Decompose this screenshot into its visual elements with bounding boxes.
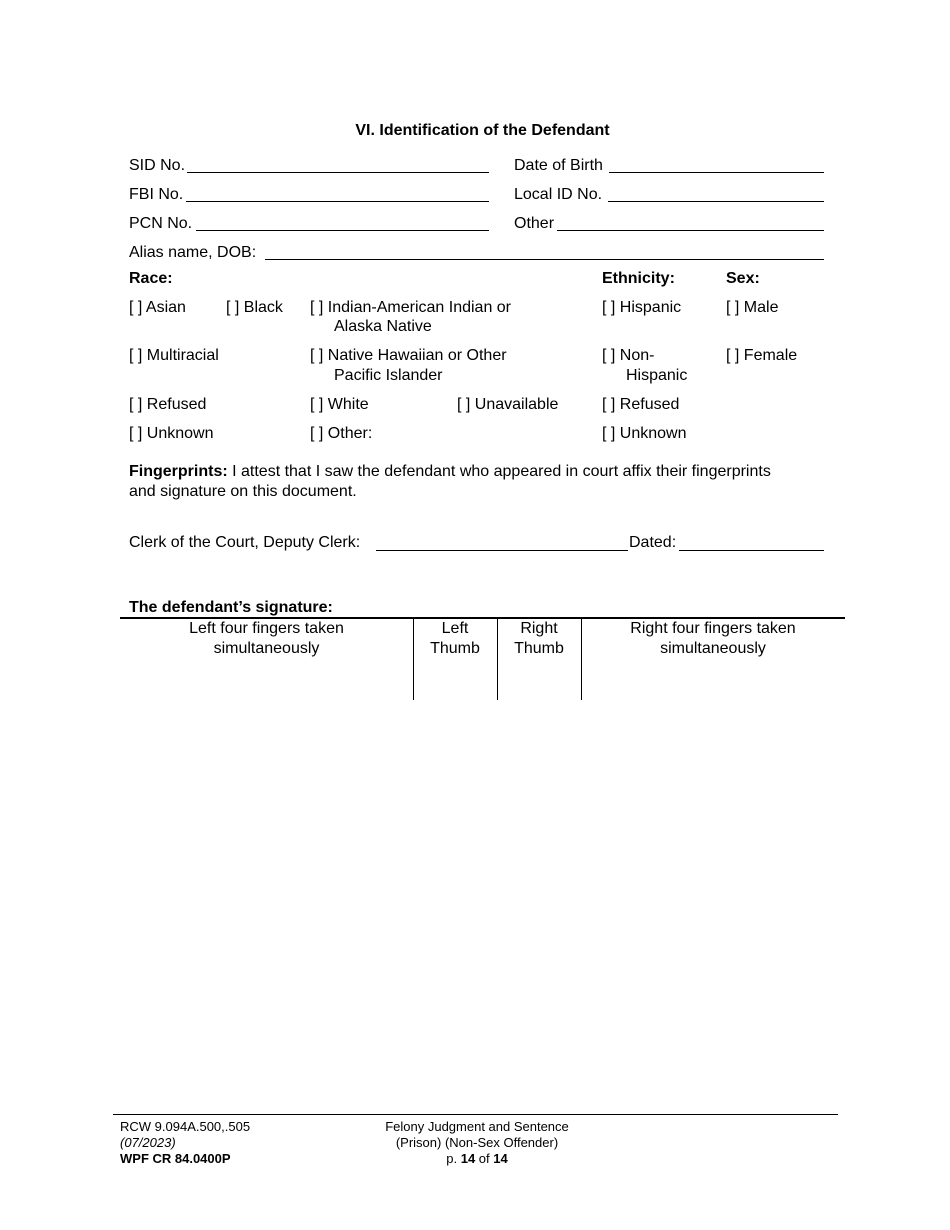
checkbox[interactable]: [ ] (310, 347, 324, 364)
column-header: simultaneously (660, 640, 766, 657)
fingerprints-label: Fingerprints: (129, 463, 228, 480)
ethnicity-non-hispanic-label-line2: Hispanic (626, 367, 688, 384)
checkbox[interactable]: [ ] (602, 347, 616, 364)
total-pages: 14 (493, 1151, 508, 1166)
fbi-label: FBI No. (129, 186, 184, 203)
sid-label: SID No. (129, 157, 186, 174)
race-other-label: Other: (327, 425, 373, 442)
fingerprints-statement (129, 462, 771, 482)
race-black-option[interactable] (226, 298, 283, 318)
race-refused-label: Refused (146, 396, 207, 413)
checkbox[interactable]: [ ] (602, 396, 616, 413)
fingerprints-text-line2: and signature on this document. (129, 483, 357, 500)
page-of: of (475, 1151, 494, 1166)
footer-date: (07/2023) (120, 1135, 176, 1150)
current-page: 14 (460, 1151, 476, 1166)
race-hawaiian-label-line2: Pacific Islander (334, 367, 443, 384)
footer-rcw: RCW 9.094A.500,.505 (120, 1119, 251, 1134)
column-header: Right four fingers taken (630, 620, 796, 637)
fbi-input-line[interactable] (186, 201, 489, 202)
dob-label: Date of Birth (514, 157, 603, 174)
column-header: simultaneously (213, 640, 320, 657)
race-indian-label: Indian-American Indian or (327, 299, 512, 316)
race-unknown-label: Unknown (146, 425, 214, 442)
section-title: VI. Identification of the Defendant (355, 122, 610, 139)
checkbox[interactable]: [ ] (226, 299, 240, 316)
ethnicity-non-hispanic-option[interactable] (602, 346, 654, 366)
race-asian-option[interactable] (129, 298, 186, 318)
ethnicity-hispanic-label: Hispanic (619, 299, 682, 316)
race-other-option[interactable] (310, 424, 372, 444)
checkbox[interactable]: [ ] (129, 425, 143, 442)
race-white-label: White (327, 396, 369, 413)
clerk-signature-line[interactable] (376, 550, 628, 551)
ethnicity-refused-label: Refused (619, 396, 680, 413)
race-multiracial-option[interactable] (129, 346, 219, 366)
sex-female-option[interactable] (726, 346, 797, 366)
race-multiracial-label: Multiracial (146, 347, 219, 364)
local-id-input-line[interactable] (608, 201, 824, 202)
race-unavailable-option[interactable] (457, 395, 558, 415)
dated-input-line[interactable] (679, 550, 824, 551)
footer-form-number: WPF CR 84.0400P (120, 1151, 231, 1166)
sex-male-label: Male (743, 299, 779, 316)
fingerprints-text: I attest that I saw the defendant who appeared in court affix their fingerprints (227, 463, 771, 480)
race-indian-label-line2: Alaska Native (334, 318, 432, 335)
race-hawaiian-option[interactable] (310, 346, 507, 366)
checkbox[interactable]: [ ] (129, 347, 143, 364)
checkbox[interactable]: [ ] (457, 396, 471, 413)
column-header: Thumb (514, 640, 564, 657)
ethnicity-heading: Ethnicity: (602, 270, 675, 287)
sex-female-label: Female (743, 347, 798, 364)
sex-heading: Sex: (726, 270, 760, 287)
checkbox[interactable]: [ ] (602, 299, 616, 316)
dated-label: Dated: (629, 534, 677, 551)
ethnicity-refused-option[interactable] (602, 395, 679, 415)
right-four-fingers-box[interactable] (581, 619, 845, 659)
other-label: Other (514, 215, 555, 232)
ethnicity-unknown-option[interactable] (602, 424, 687, 444)
ethnicity-hispanic-option[interactable] (602, 298, 681, 318)
dob-input-line[interactable] (609, 172, 824, 173)
footer-title: Felony Judgment and Sentence (385, 1119, 569, 1134)
page-prefix: p. (446, 1151, 461, 1166)
race-asian-label: Asian (145, 299, 186, 316)
clerk-label: Clerk of the Court, Deputy Clerk: (129, 534, 361, 551)
checkbox[interactable]: [ ] (129, 299, 143, 316)
footer-subtitle: (Prison) (Non-Sex Offender) (395, 1135, 559, 1150)
checkbox[interactable]: [ ] (310, 425, 324, 442)
sex-male-option[interactable] (726, 298, 778, 318)
race-black-label: Black (243, 299, 283, 316)
column-header: Left four fingers taken (189, 620, 344, 637)
pcn-input-line[interactable] (196, 230, 489, 231)
other-input-line[interactable] (557, 230, 824, 231)
race-indian-option[interactable] (310, 298, 511, 318)
checkbox[interactable]: [ ] (310, 299, 324, 316)
ethnicity-unknown-label: Unknown (619, 425, 687, 442)
footer-rule (113, 1114, 838, 1115)
sid-input-line[interactable] (187, 172, 489, 173)
defendant-signature-label: The defendant’s signature: (129, 599, 333, 616)
checkbox[interactable]: [ ] (310, 396, 324, 413)
race-heading: Race: (129, 270, 173, 287)
right-thumb-box[interactable] (497, 619, 581, 659)
pcn-label: PCN No. (129, 215, 193, 232)
race-unavailable-label: Unavailable (474, 396, 559, 413)
race-hawaiian-label: Native Hawaiian or Other (327, 347, 507, 364)
checkbox[interactable]: [ ] (602, 425, 616, 442)
race-unknown-option[interactable] (129, 424, 214, 444)
footer-page-number (337, 1151, 617, 1167)
column-header: Right (520, 620, 558, 637)
column-header: Left (441, 620, 469, 637)
left-four-fingers-box[interactable] (120, 619, 413, 659)
column-header: Thumb (430, 640, 480, 657)
checkbox[interactable]: [ ] (129, 396, 143, 413)
local-id-label: Local ID No. (514, 186, 603, 203)
left-thumb-box[interactable] (413, 619, 497, 659)
checkbox[interactable]: [ ] (726, 299, 740, 316)
race-refused-option[interactable] (129, 395, 206, 415)
alias-input-line[interactable] (265, 259, 824, 260)
ethnicity-non-hispanic-label: Non- (619, 347, 655, 364)
checkbox[interactable]: [ ] (726, 347, 740, 364)
alias-label: Alias name, DOB: (129, 244, 257, 261)
race-white-option[interactable] (310, 395, 369, 415)
